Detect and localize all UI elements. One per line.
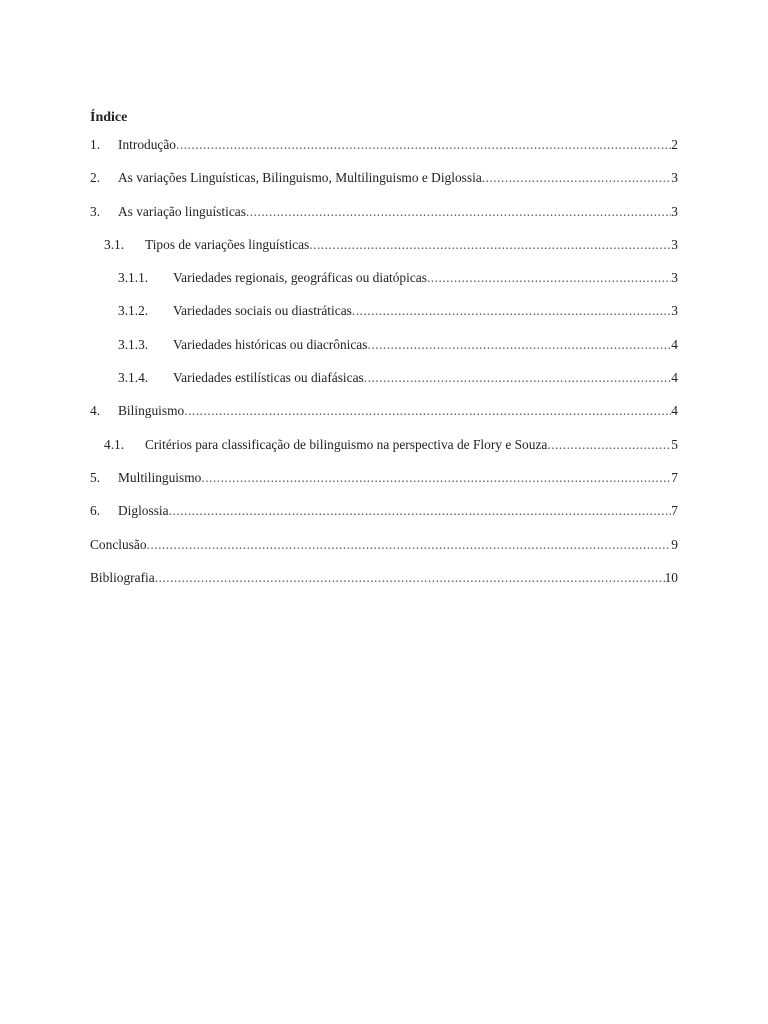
toc-entry-page: 9: [671, 536, 678, 552]
toc-entry-title: Conclusão: [90, 536, 147, 552]
toc-heading: Índice: [90, 110, 128, 125]
toc-entry-page: 3: [671, 303, 678, 319]
toc-entry-page: 4: [671, 403, 678, 419]
toc-entry: [90, 569, 678, 602]
toc-entry-title: Multilinguismo: [118, 469, 202, 485]
toc-entry-page: 3: [671, 203, 678, 219]
toc-entry-page: 7: [671, 469, 678, 485]
toc-entry-page: 2: [671, 137, 678, 152]
toc-entry: [90, 302, 678, 335]
toc-entry: [90, 169, 678, 202]
toc-entry: [90, 536, 678, 569]
toc-entry: [90, 236, 678, 269]
toc-entry-number: 4.1.: [104, 436, 125, 452]
toc-entry: [90, 402, 678, 435]
toc-entry-page: 4: [671, 336, 678, 352]
toc-dot-leader: [155, 569, 665, 587]
toc-entry-page: 7: [671, 503, 678, 519]
toc-dot-leader: [147, 536, 672, 554]
toc-entry: [90, 269, 678, 302]
toc-entry-page: 3: [671, 236, 678, 252]
toc-entry-title: Diglossia: [118, 503, 169, 519]
toc-entry-page: 4: [671, 370, 678, 386]
toc-dot-leader: [201, 469, 671, 487]
toc-entry-title: Introdução: [118, 137, 177, 152]
toc-entry-title: Bilinguismo: [118, 403, 185, 419]
toc-entry-page: 3: [671, 170, 678, 186]
toc-entry-number: 3.1.3.: [118, 336, 149, 352]
toc-entry: [90, 336, 678, 369]
toc-entry-title: Variedades regionais, geográficas ou diatópicas: [173, 270, 427, 286]
toc-entry-number: 3.: [90, 203, 101, 219]
toc-entry-number: 2.: [90, 170, 101, 186]
toc-entry-number: 5.: [90, 469, 101, 485]
toc-entry-number: 4.: [90, 403, 101, 419]
toc-entry: [90, 136, 678, 169]
toc-entry-number: 1.: [90, 137, 101, 152]
toc-entry: [90, 369, 678, 402]
toc-entry-page: 10: [664, 569, 678, 585]
toc-entry: [90, 502, 678, 535]
toc-entry-number: 6.: [90, 503, 101, 519]
toc-entry-page: 3: [671, 270, 678, 286]
toc-entry-number: 3.1.: [104, 236, 125, 252]
toc-dot-leader: [246, 203, 671, 221]
toc-dot-leader: [309, 236, 671, 254]
toc-entry-title: Critérios para classificação de bilinguismo na perspectiva de Flory e Souza: [145, 436, 548, 452]
toc-dot-leader: [547, 436, 671, 454]
toc-entry-number: 3.1.2.: [118, 303, 149, 319]
toc-dot-leader: [352, 302, 671, 320]
toc-entry-title: Variedades históricas ou diacrônicas: [173, 336, 368, 352]
toc-dot-leader: [364, 369, 672, 387]
toc-entry: [90, 203, 678, 236]
toc-entry-title: As variação linguísticas: [118, 203, 246, 219]
toc-dot-leader: [176, 136, 671, 154]
toc-entry-title: Variedades sociais ou diastráticas: [173, 303, 352, 319]
table-of-contents: [90, 136, 678, 602]
toc-dot-leader: [367, 336, 671, 354]
toc-dot-leader: [482, 169, 672, 187]
toc-entry-title: Tipos de variações linguísticas: [145, 236, 310, 252]
toc-entry-title: Variedades estilísticas ou diafásicas: [173, 370, 364, 386]
toc-dot-leader: [184, 402, 671, 420]
toc-entry-title: Bibliografia: [90, 569, 155, 585]
toc-entry-number: 3.1.1.: [118, 270, 149, 286]
toc-entry: [90, 469, 678, 502]
toc-dot-leader: [169, 502, 672, 520]
toc-entry: [90, 436, 678, 469]
toc-entry-page: 5: [671, 436, 678, 452]
toc-entry-title: As variações Linguísticas, Bilinguismo, Multilinguismo e Diglossia: [118, 170, 482, 186]
toc-entry-number: 3.1.4.: [118, 370, 149, 386]
toc-dot-leader: [427, 269, 671, 287]
